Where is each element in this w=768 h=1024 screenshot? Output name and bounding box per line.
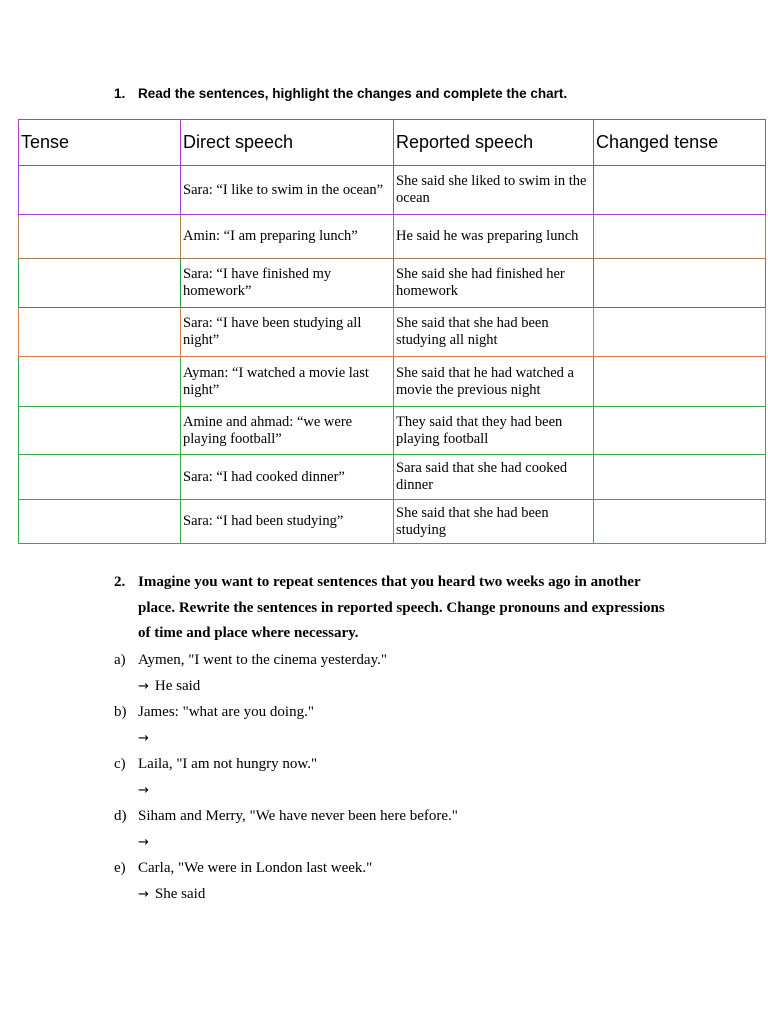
item-letter: d) [114,807,127,824]
direct-speech-cell: Sara: “I have finished my homework” [181,259,394,308]
tense-cell[interactable] [19,407,181,455]
answer-line-b[interactable] [114,725,674,751]
header-changed-tense: Changed tense [594,120,766,166]
changed-tense-cell[interactable] [594,407,766,455]
table-row [19,455,766,500]
answer-text: She said [154,885,206,902]
question-2-heading [114,570,674,647]
arrow-right-icon: → [138,678,149,694]
table-row [19,500,766,544]
tense-cell[interactable] [19,500,181,544]
item-sentence: James: "what are you doing." [138,703,314,720]
reported-speech-cell: She said that she had been studying [394,500,594,544]
table-row [19,308,766,357]
question-1-instruction: Read the sentences, highlight the changes and complete the chart. [138,86,568,101]
changed-tense-cell[interactable] [594,500,766,544]
tense-cell[interactable] [19,455,181,500]
tense-cell[interactable] [19,215,181,259]
header-tense: Tense [19,120,181,166]
item-letter: c) [114,755,126,772]
changed-tense-cell[interactable] [594,455,766,500]
direct-speech-cell: Sara: “I have been studying all night” [181,308,394,357]
tense-cell[interactable] [19,259,181,308]
direct-speech-cell: Amine and ahmad: “we were playing football” [181,407,394,455]
exercise-item-a [114,647,674,673]
chart-header-row [19,120,766,166]
reported-speech-cell: She said she had finished her homework [394,259,594,308]
changed-tense-cell[interactable] [594,259,766,308]
direct-speech-cell: Ayman: “I watched a movie last night” [181,357,394,407]
answer-line-c[interactable] [114,777,674,803]
reported-speech-cell: She said that he had watched a movie the previous night [394,357,594,407]
item-sentence: Siham and Merry, "We have never been here before." [138,807,458,824]
reported-speech-chart [18,119,766,544]
item-letter: b) [114,703,127,720]
direct-speech-cell: Sara: “I had been studying” [181,500,394,544]
reported-speech-cell: She said she liked to swim in the ocean [394,166,594,215]
tense-cell[interactable] [19,166,181,215]
table-row [19,166,766,215]
answer-text: He said [154,677,201,694]
item-sentence: Laila, "I am not hungry now." [138,755,318,772]
reported-speech-cell: She said that she had been studying all night [394,308,594,357]
answer-line-a[interactable] [114,673,674,699]
direct-speech-cell: Sara: “I had cooked dinner” [181,455,394,500]
arrow-right-icon: → [138,730,149,746]
answer-line-e[interactable] [114,881,674,907]
question-1-heading [114,86,567,101]
arrow-right-icon: → [138,834,149,850]
table-row [19,215,766,259]
tense-cell[interactable] [19,308,181,357]
exercise-item-c [114,751,674,777]
direct-speech-cell: Amin: “I am preparing lunch” [181,215,394,259]
item-sentence: Aymen, "I went to the cinema yesterday." [138,651,387,668]
reported-speech-cell: Sara said that she had cooked dinner [394,455,594,500]
changed-tense-cell[interactable] [594,215,766,259]
question-2-instruction: Imagine you want to repeat sentences that you heard two weeks ago in another place. Rewrite the sentences in reported speech. Change pronouns and expressions of time and place where necessary. [138,574,665,641]
changed-tense-cell[interactable] [594,308,766,357]
exercise-item-d [114,803,674,829]
exercise-item-e [114,855,674,881]
question-1-number: 1. [114,86,126,101]
changed-tense-cell[interactable] [594,166,766,215]
item-sentence: Carla, "We were in London last week." [138,859,373,876]
table-row [19,357,766,407]
question-2-section [114,570,674,907]
item-letter: a) [114,651,126,668]
answer-line-d[interactable] [114,829,674,855]
arrow-right-icon: → [138,782,149,798]
changed-tense-cell[interactable] [594,357,766,407]
reported-speech-cell: He said he was preparing lunch [394,215,594,259]
reported-speech-cell: They said that they had been playing football [394,407,594,455]
exercise-item-b [114,699,674,725]
header-direct-speech: Direct speech [181,120,394,166]
arrow-right-icon: → [138,886,149,902]
table-row [19,259,766,308]
table-row [19,407,766,455]
question-2-number: 2. [114,574,126,590]
item-letter: e) [114,859,126,876]
header-reported-speech: Reported speech [394,120,594,166]
direct-speech-cell: Sara: “I like to swim in the ocean” [181,166,394,215]
tense-cell[interactable] [19,357,181,407]
